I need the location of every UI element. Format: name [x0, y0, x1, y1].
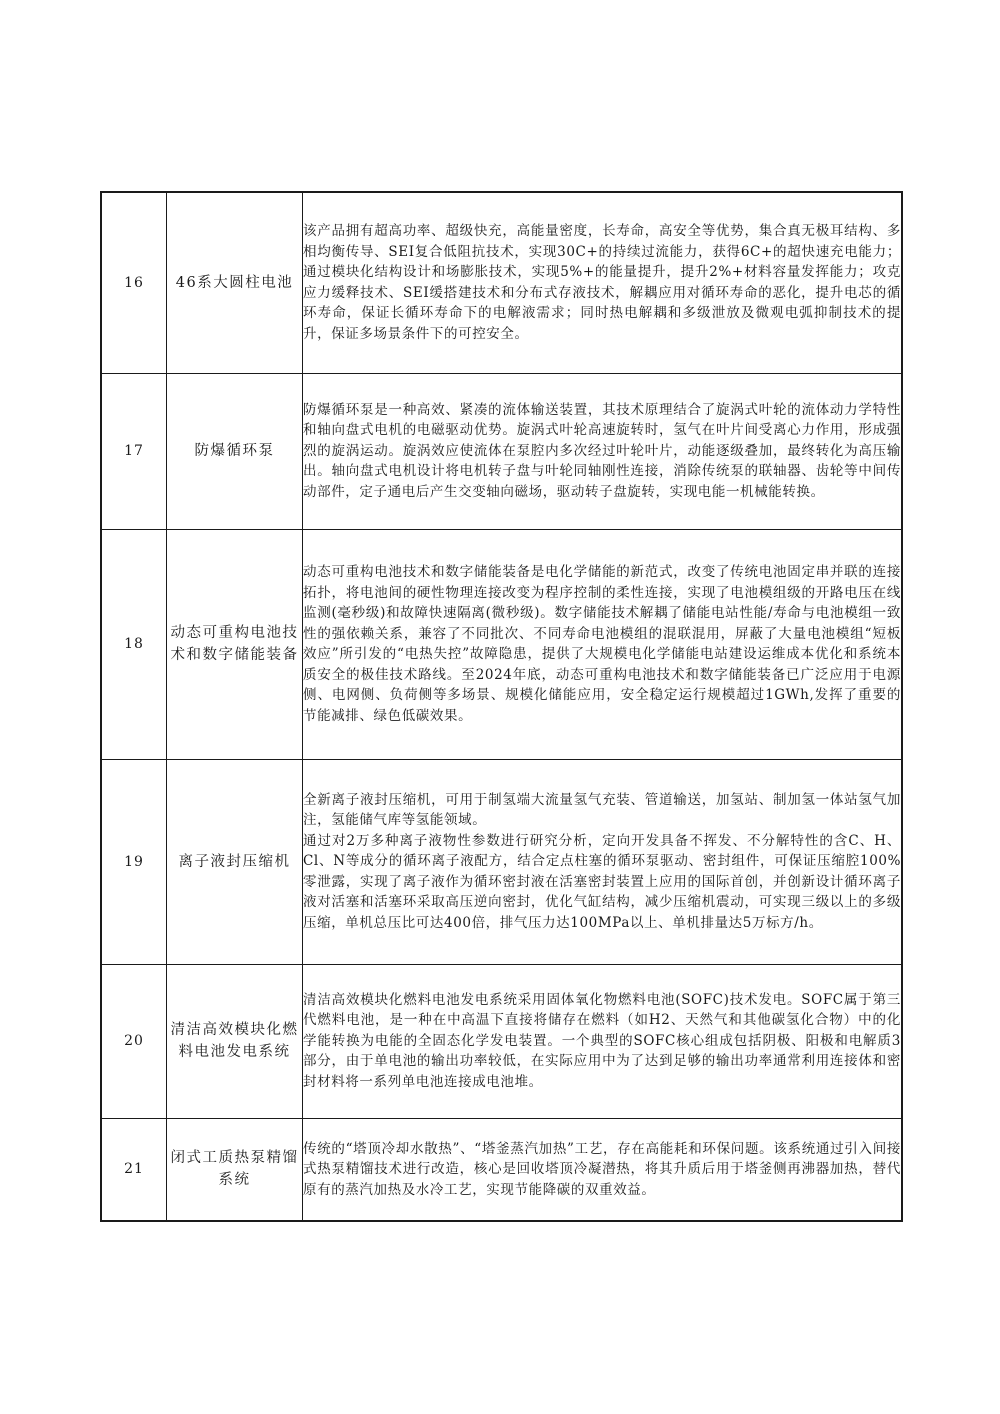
- technology-name-text: 46系大圆柱电池: [175, 274, 294, 291]
- row-number: 21: [101, 1118, 167, 1221]
- technology-description: [303, 1118, 903, 1221]
- table-row: [101, 373, 902, 529]
- technology-name-text: 闭式工质热泵精馏系统: [170, 1150, 299, 1189]
- technology-name: [167, 1118, 303, 1221]
- technology-name: [167, 529, 303, 759]
- technology-name-text: 动态可重构电池技术和数字储能装备: [170, 625, 299, 663]
- technology-description: [303, 192, 903, 373]
- technology-name-text: 防爆循环泵: [194, 443, 275, 459]
- description-paragraph: 该产品拥有超高功率、超级快充，高能量密度，长寿命，高安全等优势，集合真无极耳结构、多相均衡传导、SEI复合低阻抗技术，实现30C+的持续过流能力，获得6C+的超快速充电能力；通过模块化结构设计和场膨胀技术，实现5%+的能量提升，提升2%+材料容量发挥能力；攻克应力缓释技术、SEI缓搭建技术和分布式存液技术，解耦应用对循环寿命的恶化，提升电芯的循环寿命，保证长循环寿命下的电解液需求；同时热电解耦和多级泄放及微观电弧抑制技术的提升，保证多场景条件下的可控安全。: [303, 223, 901, 342]
- description-paragraph: 清洁高效模块化燃料电池发电系统采用固体氧化物燃料电池(SOFC)技术发电。SOFC属于第三代燃料电池，是一种在中高温下直接将储存在燃料（如H2、天然气和其他碳氢化合物）中的化学能转换为电能的全固态化学发电装置。一个典型的SOFC核心组成包括阴极、阳极和电解质3部分，由于单电池的输出功率较低，在实际应用中为了达到足够的输出功率通常利用连接体和密封材料将一系列单电池连接成电池堆。: [303, 991, 901, 1090]
- technology-description: [303, 964, 903, 1118]
- table-row: [101, 1118, 902, 1221]
- technology-description: [303, 373, 903, 529]
- description-paragraph: 防爆循环泵是一种高效、紧凑的流体输送装置，其技术原理结合了旋涡式叶轮的流体动力学特性和轴向盘式电机的电磁驱动优势。旋涡式叶轮高速旋转时，氢气在叶片间受离心力作用，形成强烈的旋涡运动。旋涡效应使流体在泵腔内多次经过叶轮叶片，动能逐级叠加，最终转化为高压输出。轴向盘式电机设计将电机转子盘与叶轮同轴刚性连接，消除传统泵的联轴器、齿轮等中间传动部件，定子通电后产生交变轴向磁场，驱动转子盘旋转，实现电能一机械能转换。: [303, 401, 901, 500]
- row-number: 19: [101, 759, 167, 964]
- technology-name: [167, 192, 303, 373]
- table-row: [101, 759, 902, 964]
- table-row: [101, 192, 902, 373]
- row-number: 20: [101, 964, 167, 1118]
- technology-name: [167, 373, 303, 529]
- description-paragraph: 动态可重构电池技术和数字储能装备是电化学储能的新范式，改变了传统电池固定串并联的连接拓扑，将电池间的硬性物理连接改变为程序控制的柔性连接，实现了电池模组级的开路电压在线监测(毫秒级)和故障快速隔离(微秒级)。数字储能技术解耦了储能电站性能/寿命与电池模组一致性的强依赖关系，兼容了不同批次、不同寿命电池模组的混联混用，屏蔽了大量电池模组“短板效应”所引发的“电热失控”故障隐患，提供了大规模电化学储能电站建设运维成本优化和系统本质安全的极佳技术路线。至2024年底，动态可重构电池技术和数字储能装备已广泛应用于电源侧、电网侧、负荷侧等多场景、规模化储能应用，安全稳定运行规模超过1GWh,发挥了重要的节能减排、绿色低碳效果。: [303, 564, 901, 724]
- technology-name-text: 离子液封压缩机: [178, 853, 291, 870]
- technology-name: [167, 759, 303, 964]
- description-paragraph: 通过对2万多种离子液物性参数进行研究分析，定向开发具备不挥发、不分解特性的含C、H、Cl、N等成分的循环离子液配方，结合定点柱塞的循环泵驱动、密封组件，可保证压缩腔100%零泄露，实现了离子液作为循环密封液在活塞密封装置上应用的国际首创，并创新设计循环离子液对活塞和活塞环采取高压逆向密封，优化气缸结构，减少压缩机震动，可实现三级以上的多级压缩，单机总压比可达400倍，排气压力达100MPa以上、单机排量达5万标方/h。: [303, 832, 901, 931]
- description-paragraph: 全新离子液封压缩机，可用于制氢端大流量氢气充装、管道输送，加氢站、制加氢一体站氢气加注，氢能储气库等氢能领域。: [303, 791, 901, 829]
- technology-name: [167, 964, 303, 1118]
- row-number: 17: [101, 373, 167, 529]
- description-paragraph: 传统的“塔顶冷却水散热”、“塔釜蒸汽加热”工艺，存在高能耗和环保问题。该系统通过引入间接式热泵精馏技术进行改造，核心是回收塔顶冷凝潜热，将其升质后用于塔釜侧再沸器加热，替代原有的蒸汽加热及水冷工艺，实现节能降碳的双重效益。: [303, 1140, 901, 1198]
- table-row: [101, 964, 902, 1118]
- row-number: 18: [101, 529, 167, 759]
- technology-name-text: 清洁高效模块化燃料电池发电系统: [170, 1022, 299, 1060]
- table-row: [101, 529, 902, 759]
- technology-table: [100, 191, 903, 1222]
- technology-description: [303, 529, 903, 759]
- technology-description: [303, 759, 903, 964]
- row-number: 16: [101, 192, 167, 373]
